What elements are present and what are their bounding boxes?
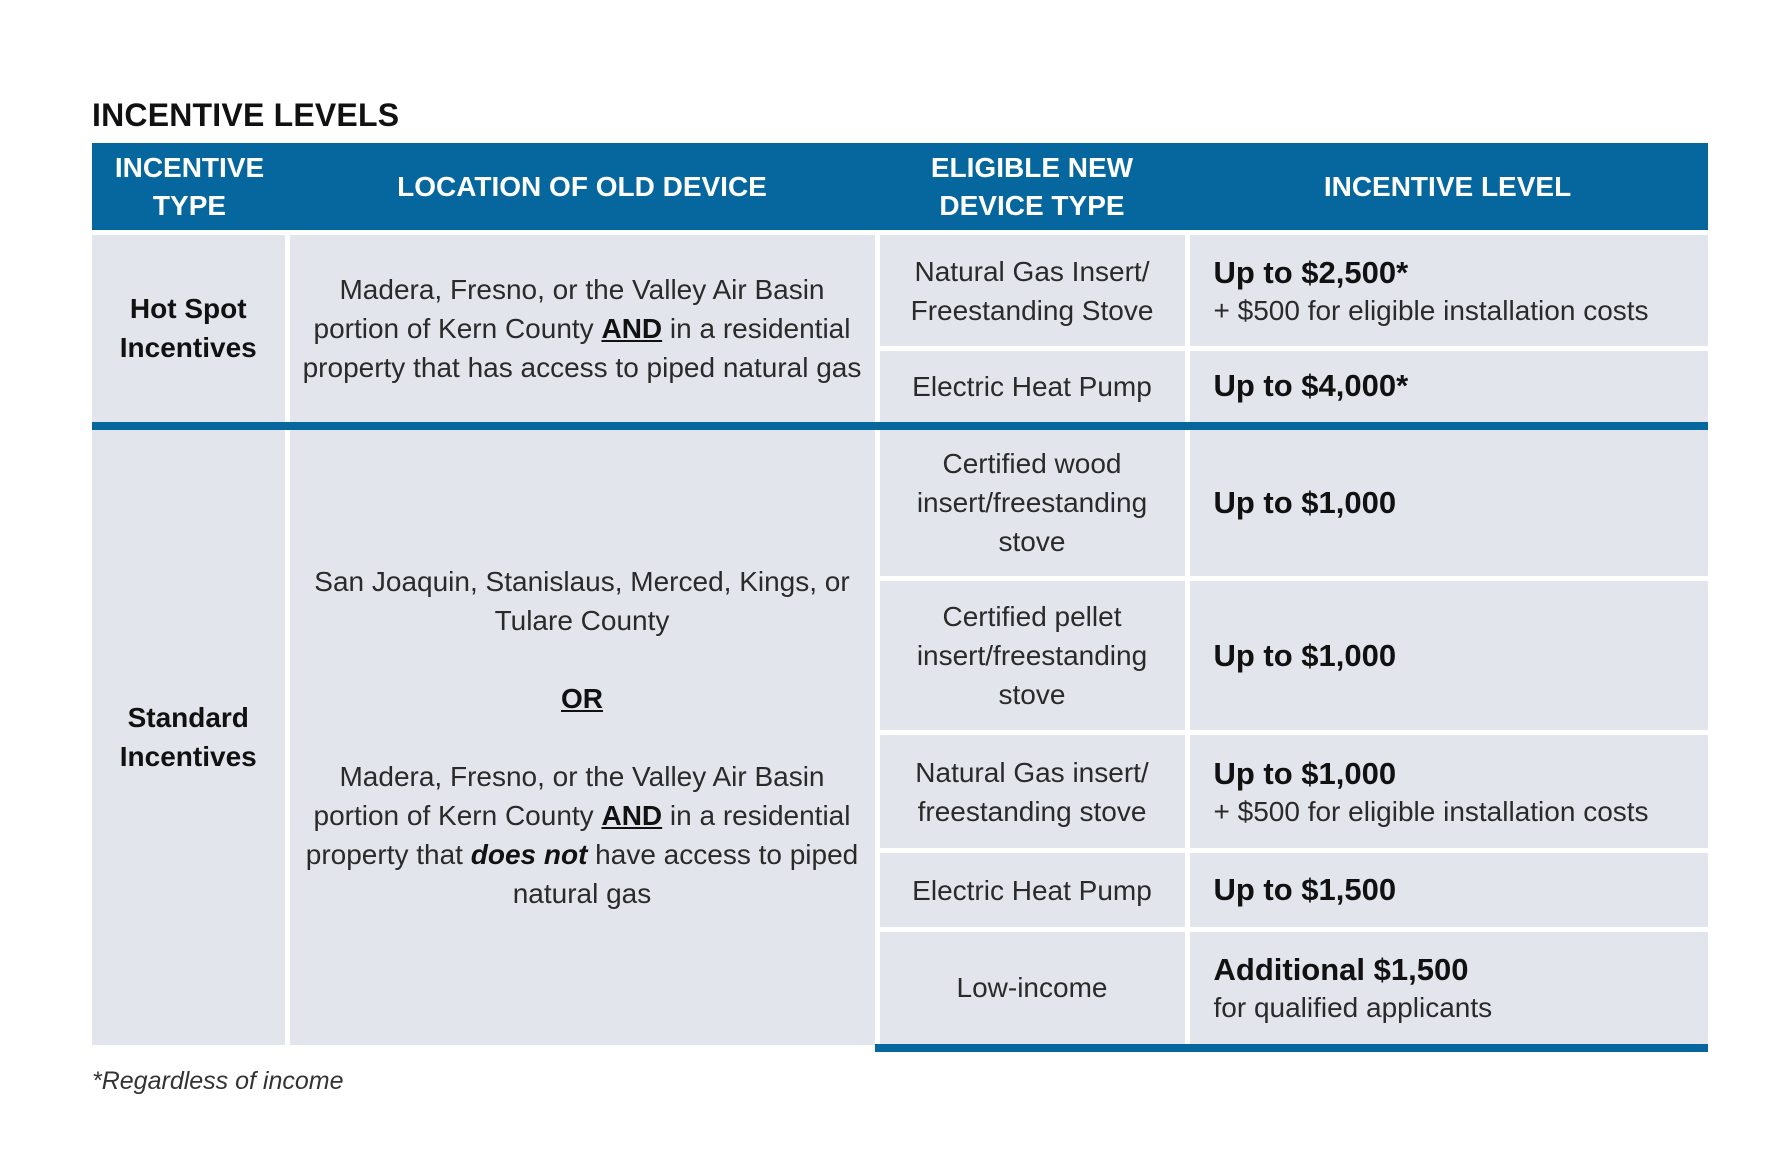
standard-location-cell — [287, 426, 877, 1048]
incentive-level-cell — [1187, 349, 1708, 426]
incentive-amount: Additional $1,500 — [1213, 951, 1469, 987]
standard-location-part2 — [302, 757, 863, 913]
hot-spot-location-cell — [287, 233, 877, 426]
incentive-level-cell — [1187, 851, 1708, 930]
incentive-note: + $500 for eligible installation costs — [1213, 294, 1649, 326]
table-row — [92, 233, 1708, 349]
incentive-note: for qualified applicants — [1213, 991, 1493, 1023]
header-incentive-type: INCENTIVE TYPE — [92, 143, 287, 233]
hot-spot-type-cell: Hot Spot Incentives — [92, 233, 287, 426]
location-spacer — [302, 718, 863, 757]
standard-location-does-not: does not — [470, 838, 588, 870]
incentive-amount: Up to $1,000 — [1213, 484, 1397, 520]
page-title: INCENTIVE LEVELS — [92, 97, 400, 133]
incentive-amount: Up to $1,500 — [1213, 872, 1397, 907]
incentive-level-cell — [1187, 579, 1708, 733]
incentive-amount: Up to $1,000 — [1213, 637, 1397, 673]
standard-location-part1: San Joaquin, Stanislaus, Merced, Kings, or Tulare County — [314, 565, 850, 636]
incentive-table-wrapper — [92, 143, 1708, 1052]
device-type-cell: Low-income — [877, 930, 1187, 1048]
standard-location-and: AND — [601, 799, 663, 831]
incentive-level-cell — [1187, 733, 1708, 851]
device-type-cell: Electric Heat Pump — [877, 851, 1187, 930]
standard-location-part2-mid: in a residential property that — [305, 799, 851, 870]
device-type-cell: Certified wood insert/freestanding stove — [877, 426, 1187, 579]
incentive-level-cell — [1187, 930, 1708, 1048]
incentive-amount: Up to $2,500* — [1213, 254, 1409, 290]
hot-spot-location-and: AND — [601, 312, 663, 344]
table-header-row — [92, 143, 1708, 233]
device-type-cell: Natural Gas insert/ freestanding stove — [877, 733, 1187, 851]
device-type-cell: Certified pellet insert/freestanding stove — [877, 579, 1187, 733]
incentive-note: + $500 for eligible installation costs — [1213, 795, 1649, 827]
standard-location-part2-post: have access to piped natural gas — [512, 838, 859, 909]
incentive-level-cell — [1187, 233, 1708, 349]
hot-spot-location-pre: Madera, Fresno, or the Valley Air Basin portion of Kern County — [313, 273, 825, 344]
header-incentive-level: INCENTIVE LEVEL — [1187, 143, 1708, 233]
standard-location-part2-pre: Madera, Fresno, or the Valley Air Basin portion of Kern County — [313, 760, 825, 831]
standard-location-or: OR — [561, 682, 603, 714]
incentive-level-cell — [1187, 426, 1708, 579]
standard-type-cell: Standard Incentives — [92, 426, 287, 1048]
device-type-cell: Natural Gas Insert/ Freestanding Stove — [877, 233, 1187, 349]
incentive-amount: Up to $1,000 — [1213, 755, 1397, 791]
incentive-levels-table — [92, 143, 1708, 1052]
table-row — [92, 426, 1708, 579]
hot-spot-location-post: in a residential property that has access to piped natural gas — [302, 312, 862, 383]
header-eligible-device-type: ELIGIBLE NEW DEVICE TYPE — [877, 143, 1187, 233]
header-location-old-device: LOCATION OF OLD DEVICE — [287, 143, 877, 233]
incentive-amount: Up to $4,000* — [1213, 368, 1409, 404]
device-type-cell: Electric Heat Pump — [877, 349, 1187, 426]
footnote: *Regardless of income — [92, 1067, 344, 1095]
location-spacer — [302, 640, 863, 679]
